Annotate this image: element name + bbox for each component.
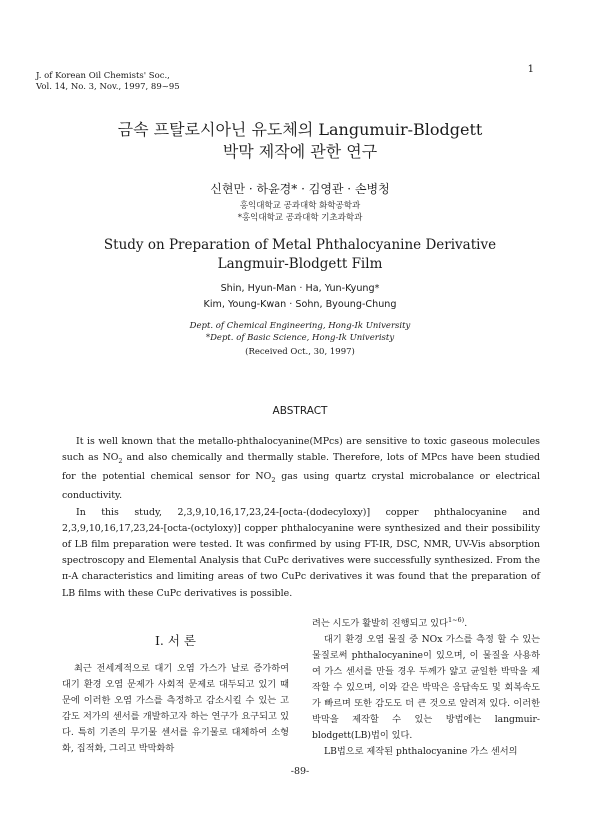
english-title-line: Langmuir-Blodgett Film [217, 256, 383, 272]
korean-title [0, 119, 600, 163]
english-authors [0, 281, 600, 313]
abstract-heading: ABSTRACT [272, 405, 328, 417]
abstract-body [62, 434, 540, 602]
journal-citation [36, 71, 180, 93]
body-paragraph: 최근 전세계적으로 대기 오염 가스가 날로 증가하여 대기 환경 오염 문제가 사회적 문제로 대두되고 있기 때문에 이러한 오염 가스를 측정하고 감소시킬 수 있는 고감도 저가의 센서를 개발하고자 하는 연구가 요구되고 있다. 특히 기존의 무기물 센서를 유기물로 대체하여 소형화, 집적화, 그리고 박막화하 [62, 663, 289, 754]
korean-title-line: 금속 프탈로시아닌 유도체의 Langumuir-Blodgett [117, 120, 483, 139]
received-date: (Received Oct., 30, 1997) [245, 347, 355, 357]
body-paragraph: LB법으로 제작된 phthalocyanine 가스 센서의 [324, 746, 518, 758]
korean-affiliations [0, 200, 600, 224]
english-title [0, 236, 600, 274]
english-affiliations [0, 320, 600, 344]
section-heading: Ⅰ. 서 론 [154, 633, 196, 648]
affiliation-line: *Dept. of Basic Science, Hong-Ik Univeristy [205, 333, 395, 343]
korean-title-line: 박막 제작에 관한 연구 [222, 142, 378, 161]
footer-page-number: -89- [290, 766, 310, 777]
affiliation-line: Dept. of Chemical Engineering, Hong-Ik University [189, 321, 411, 331]
body-paragraph: 대기 환경 오염 물질 중 NOx 가스를 측정 할 수 있는 물질로써 phthalocyanine이 있으며, 이 물질을 사용하여 가스 센서를 만들 경우 두께가 얇고 균일한 박막을 제작할 수 있으며, 이와 같은 박막은 응답속도 및 회복속도가 빠르며 또한 감도도 더 큰 것으로 알려져 있다. 이러한 박막을 제작할 수 있는 방법에는 langmuir-blodgett(LB)법이 있다. [312, 634, 540, 742]
page-number: 1 [527, 64, 534, 75]
affiliation-line: *홍익대학교 공과대학 기초과학과 [237, 213, 363, 223]
left-column [62, 661, 289, 757]
author-line: Kim, Young-Kwan · Sohn, Byoung-Chung [203, 299, 397, 310]
right-column [312, 612, 540, 760]
korean-authors: 신현만 · 하윤경* · 김영관 · 손병청 [210, 182, 390, 196]
affiliation-line: 홍익대학교 공과대학 화학공학과 [239, 201, 361, 211]
journal-line: Vol. 14, No. 3, Nov., 1997, 89~95 [36, 82, 180, 92]
author-line: Shin, Hyun-Man · Ha, Yun-Kyung* [220, 283, 380, 294]
body-paragraph: 려는 시도가 활발히 진행되고 있다$^{1\sim 6)}$. [312, 616, 468, 630]
english-title-line: Study on Preparation of Metal Phthalocyanine Derivative [103, 237, 497, 253]
abstract-paragraph: It is well known that the metallo-phthalocyanine(MPcs) are sensitive to toxic gaseous molecules such as $NO_2$ and also chemically and thermally stable. Therefore, lots of MPcs have been studied for the potential chemical sensor for $NO_2$ gas using quartz crystal microbalance or electrical conductivity. [62, 436, 540, 502]
journal-line: J. of Korean Oil Chemists' Soc., [36, 71, 170, 81]
abstract-paragraph: In this study, 2,3,9,10,16,17,23,24-[octa-(dodecyloxy)] copper phthalocyanine and 2,3,9,10,16,17,23,24-[octa-(octyloxy)] copper phthalocyanine were synthesized and their possibility of LB film preparation were tested. It was confirmed by using FT-IR, DSC, NMR, UV-Vis absorption spectroscopy and Elemental Analysis that CuPc derivatives were successfully synthesized. From the π-A characteristics and limiting areas of two CuPc derivatives it was found that the preparation of LB films with these CuPc derivatives is possible. [62, 506, 540, 599]
